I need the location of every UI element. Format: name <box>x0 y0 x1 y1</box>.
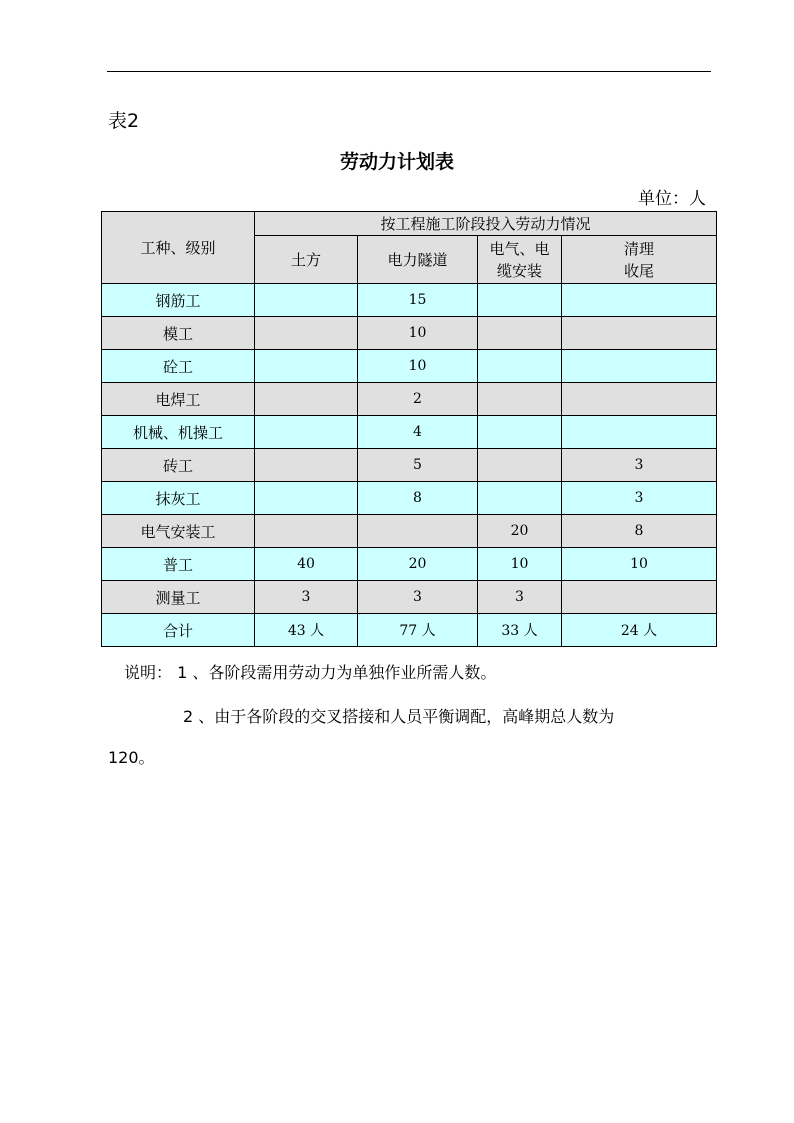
note-line-1: 说明： 1 、各阶段需用劳动力为单独作业所需人数。 <box>124 663 497 682</box>
row-label-cell: 砼工 <box>102 350 255 383</box>
value-cell <box>255 284 358 317</box>
column-header: 电力隧道 <box>358 236 478 284</box>
value-cell: 33 人 <box>478 614 562 647</box>
value-cell <box>562 581 717 614</box>
value-cell: 4 <box>358 416 478 449</box>
note-line-3: 120。 <box>108 748 155 767</box>
row-label-cell: 合计 <box>102 614 255 647</box>
table-row <box>102 614 717 647</box>
value-cell: 10 <box>358 317 478 350</box>
value-cell: 3 <box>478 581 562 614</box>
table-row <box>102 581 717 614</box>
row-label-cell: 砖工 <box>102 449 255 482</box>
value-cell: 40 <box>255 548 358 581</box>
table-row <box>102 284 717 317</box>
value-cell: 2 <box>358 383 478 416</box>
column-header: 电气、电 缆安装 <box>478 236 562 284</box>
column-header: 土方 <box>255 236 358 284</box>
row-label-cell: 测量工 <box>102 581 255 614</box>
row-label-cell: 钢筋工 <box>102 284 255 317</box>
value-cell: 77 人 <box>358 614 478 647</box>
table-row <box>102 449 717 482</box>
value-cell <box>562 284 717 317</box>
value-cell: 3 <box>255 581 358 614</box>
table-row <box>102 350 717 383</box>
value-cell <box>478 482 562 515</box>
row-label-cell: 电焊工 <box>102 383 255 416</box>
table-row <box>102 383 717 416</box>
value-cell <box>478 449 562 482</box>
value-cell <box>255 515 358 548</box>
value-cell: 10 <box>358 350 478 383</box>
document-title: 劳动力计划表 <box>339 151 454 173</box>
row-label-cell: 抹灰工 <box>102 482 255 515</box>
value-cell: 24 人 <box>562 614 717 647</box>
value-cell <box>478 383 562 416</box>
value-cell: 10 <box>562 548 717 581</box>
value-cell <box>255 317 358 350</box>
value-cell: 10 <box>478 548 562 581</box>
table-label: 表2 <box>108 110 140 132</box>
value-cell: 5 <box>358 449 478 482</box>
group-header-cell: 按工程施工阶段投入劳动力情况 <box>255 212 717 236</box>
table-row <box>102 317 717 350</box>
row-label-cell: 普工 <box>102 548 255 581</box>
table-row <box>102 515 717 548</box>
value-cell <box>358 515 478 548</box>
value-cell: 20 <box>478 515 562 548</box>
row-header-cell: 工种、级别 <box>102 212 255 284</box>
unit-label: 单位：人 <box>638 189 706 209</box>
column-header: 清理 收尾 <box>562 236 717 284</box>
value-cell: 43 人 <box>255 614 358 647</box>
value-cell <box>478 284 562 317</box>
table-row <box>102 416 717 449</box>
value-cell: 3 <box>562 482 717 515</box>
value-cell: 8 <box>562 515 717 548</box>
value-cell: 3 <box>562 449 717 482</box>
row-label-cell: 模工 <box>102 317 255 350</box>
labor-plan-table <box>101 211 717 647</box>
value-cell <box>478 416 562 449</box>
value-cell <box>255 416 358 449</box>
value-cell: 8 <box>358 482 478 515</box>
table-row <box>102 482 717 515</box>
value-cell <box>255 350 358 383</box>
table-row <box>102 548 717 581</box>
note-line-2: 2 、由于各阶段的交叉搭接和人员平衡调配，高峰期总人数为 <box>183 707 615 726</box>
value-cell <box>562 383 717 416</box>
value-cell: 20 <box>358 548 478 581</box>
value-cell <box>255 383 358 416</box>
value-cell <box>562 416 717 449</box>
row-label-cell: 机械、机操工 <box>102 416 255 449</box>
value-cell <box>478 350 562 383</box>
header-rule <box>107 71 711 72</box>
value-cell: 15 <box>358 284 478 317</box>
value-cell <box>255 482 358 515</box>
row-label-cell: 电气安装工 <box>102 515 255 548</box>
value-cell <box>478 317 562 350</box>
value-cell: 3 <box>358 581 478 614</box>
value-cell <box>562 317 717 350</box>
value-cell <box>562 350 717 383</box>
value-cell <box>255 449 358 482</box>
